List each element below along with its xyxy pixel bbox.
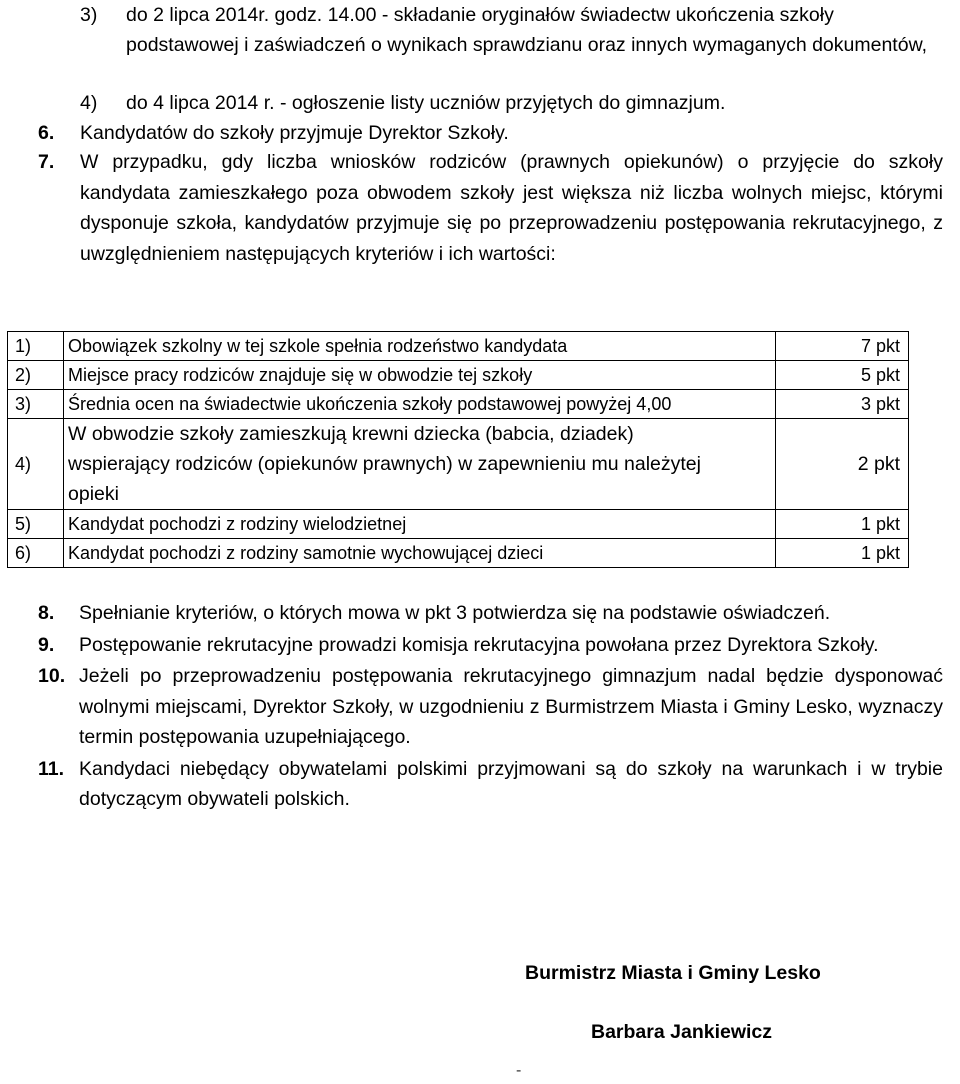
row-number: 5) [8,510,64,539]
item-number: 4) [80,92,98,114]
list-item [80,88,940,118]
item-number: 10. [38,665,66,687]
row-number: 1) [8,332,64,361]
row-number: 4) [8,419,64,510]
row-number: 6) [8,539,64,568]
row-number: 2) [8,361,64,390]
item-text: W przypadku, gdy liczba wniosków rodziców (prawnych opiekunów) o przyjęcie do szkoły kandydata zamieszkałego poza obwodem szkoły jest większa niż liczba wolnych miejsc, którymi dysponuje szkoła, kandydatów przyjmuje się po przeprowadzeniu postępowania rekrutacyjnego, z uwzględnieniem następujących kryteriów i ich wartości: [80,151,943,265]
item-text: Jeżeli po przeprowadzeniu postępowania rekrutacyjnego gimnazjum nadal będzie dysponować wolnymi miejscami, Dyrektor Szkoły, w uzgodnieniu z Burmistrzem Miasta i Gminy Lesko, wyznaczy termin postępowania uzupełniającego. [79,665,943,748]
list-item [80,0,940,60]
list-item [38,754,943,815]
item-text: do 2 lipca 2014r. godz. 14.00 - składanie oryginałów świadectw ukończenia szkoły podstawowej i zaświadczeń o wynikach sprawdzianu oraz innych wymaganych dokumentów, [126,4,927,56]
row-points: 1 pkt [776,539,909,568]
table-row [8,361,909,390]
criteria-table [7,331,909,568]
row-text: Obowiązek szkolny w tej szkole spełnia rodzeństwo kandydata [64,332,776,361]
table-row [8,539,909,568]
row-points: 3 pkt [776,390,909,419]
list-item [38,147,943,269]
item-number: 11. [38,757,65,780]
list-item [38,630,943,661]
table-row [8,390,909,419]
table-row [8,419,909,510]
row-text: W obwodzie szkoły zamieszkują krewni dziecka (babcia, dziadek) wspierający rodziców (opiekunów prawnych) w zapewnieniu mu należytej opieki [64,419,776,510]
item-text: do 4 lipca 2014 r. - ogłoszenie listy uczniów przyjętych do gimnazjum. [126,92,726,114]
item-number: 8. [38,602,55,624]
item-number: 3) [80,4,98,26]
row-text: Kandydat pochodzi z rodziny samotnie wychowującej dzieci [64,539,776,568]
row-number: 3) [8,390,64,419]
item-number: 7. [38,151,55,173]
signature-name: Barbara Jankiewicz [591,1021,773,1043]
row-points: 2 pkt [776,419,909,510]
signature-title: Burmistrz Miasta i Gminy Lesko [525,962,821,984]
item-text: Postępowanie rekrutacyjne prowadzi komisja rekrutacyjna powołana przez Dyrektora Szkoły. [79,633,879,656]
lower-list [38,598,943,815]
item-text: Kandydatów do szkoły przyjmuje Dyrektor Szkoły. [80,122,509,144]
item-number: 6. [38,122,55,144]
table-row [8,510,909,539]
item-text: Spełnianie kryteriów, o których mowa w pkt 3 potwierdza się na podstawie oświadczeń. [79,602,831,624]
row-points: 5 pkt [776,361,909,390]
footer-dash: - [516,1062,522,1079]
row-points: 1 pkt [776,510,909,539]
list-item [38,118,509,148]
list-item [38,598,943,629]
row-text: Średnia ocen na świadectwie ukończenia szkoły podstawowej powyżej 4,00 [64,390,776,419]
table-row [8,332,909,361]
item-text: Kandydaci niebędący obywatelami polskimi przyjmowani są do szkoły na warunkach i w trybie dotyczącym obywateli polskich. [79,757,943,810]
row-text: Kandydat pochodzi z rodziny wielodzietnej [64,510,776,539]
list-item [38,661,943,753]
item-number: 9. [38,633,55,656]
row-text: Miejsce pracy rodziców znajduje się w obwodzie tej szkoły [64,361,776,390]
row-points: 7 pkt [776,332,909,361]
